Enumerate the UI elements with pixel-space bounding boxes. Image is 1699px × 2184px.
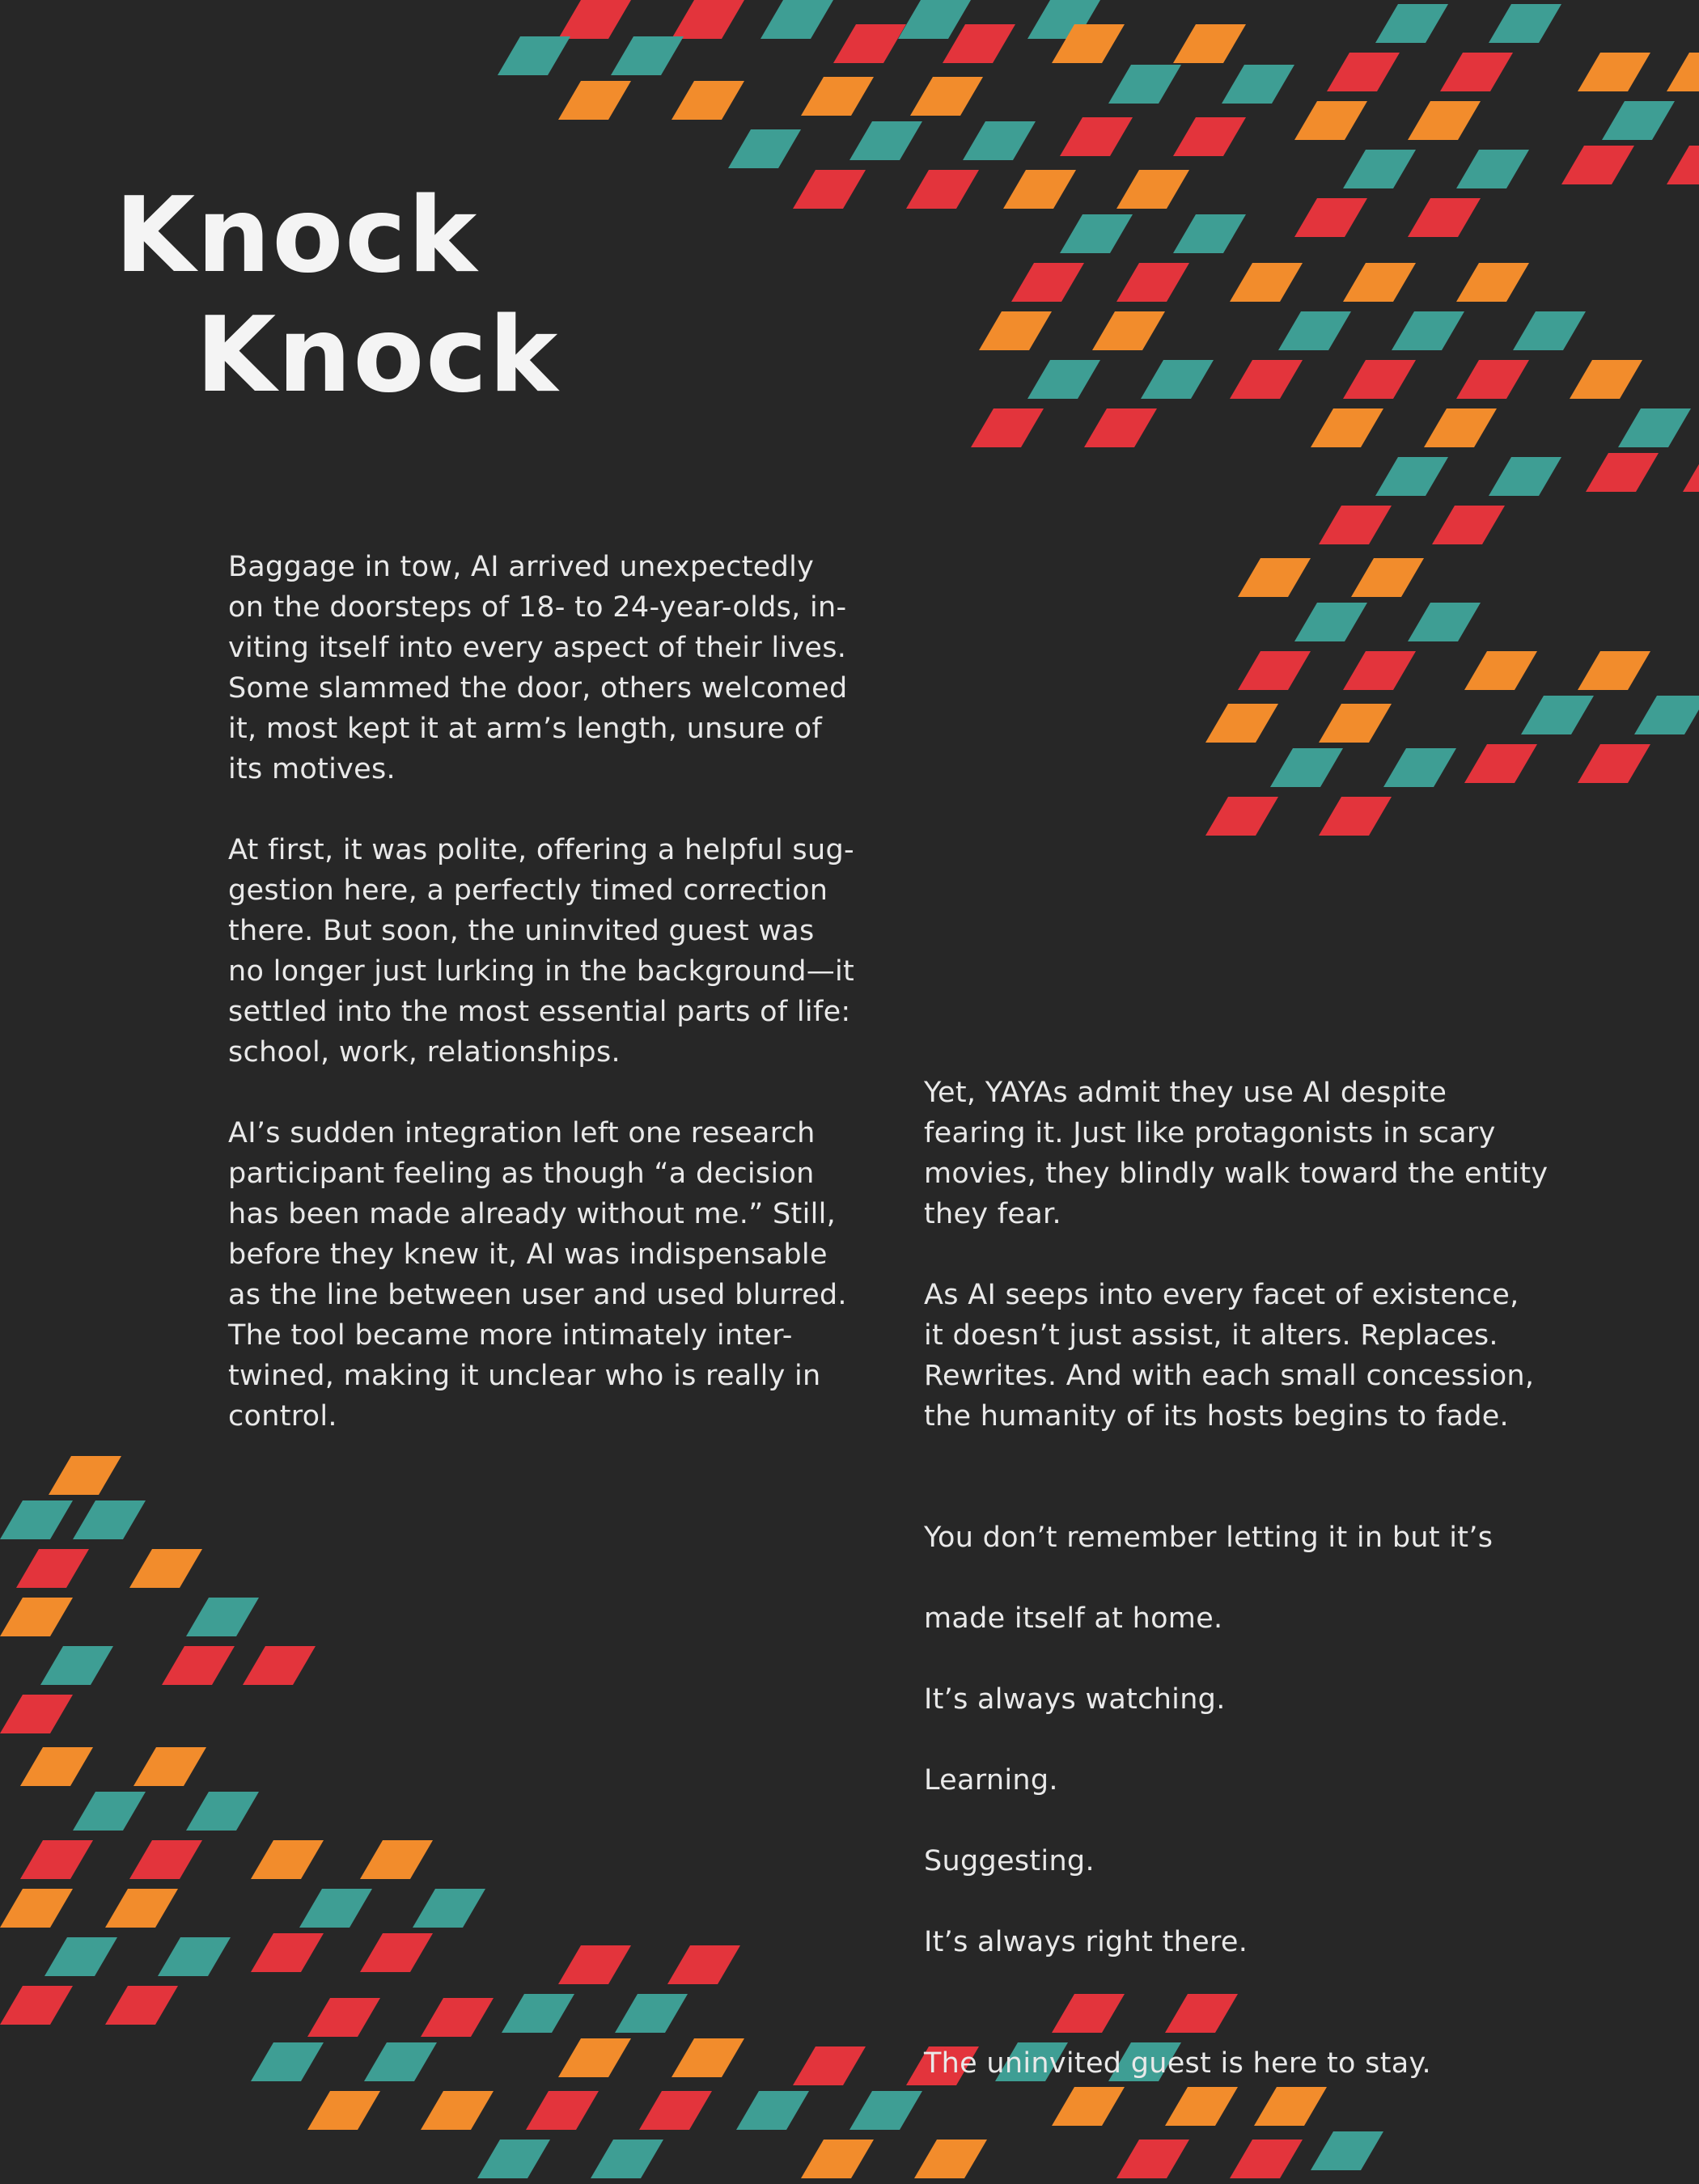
pattern-tile: [591, 2140, 663, 2178]
pattern-tile: [1003, 170, 1076, 209]
pattern-tile: [801, 77, 874, 116]
pattern-tile: [1230, 360, 1303, 399]
pattern-tile: [1392, 311, 1464, 350]
pattern-tile: [1456, 150, 1529, 188]
pattern-tile: [1618, 408, 1691, 447]
pattern-tile: [1327, 53, 1400, 91]
pattern-tile: [1667, 146, 1699, 184]
pattern-tile: [1375, 457, 1448, 496]
page-title-line-1: Knock: [115, 176, 479, 296]
pattern-tile: [1060, 214, 1133, 253]
pattern-tile: [1230, 2140, 1303, 2178]
paragraph-polite: At first, it was polite, offering a helpful sug- gestion here, a perfectly timed correction there. But soon, the uninvited guest was no longer just lurking in the background—it settled into the most essential parts of life: school, work, relationships.: [228, 834, 855, 1069]
pattern-tile: [1408, 198, 1481, 237]
pattern-tile: [1432, 506, 1505, 544]
paragraph-fear: Yet, YAYAs admit they use AI despite fearing it. Just like protagonists in scary movies, they blindly walk toward the entity they fear.: [924, 1077, 1549, 1230]
pattern-tile: [1230, 263, 1303, 302]
pattern-tile: [1561, 146, 1634, 184]
pattern-tile: [1578, 744, 1650, 783]
pattern-tile: [1683, 453, 1699, 492]
pattern-tile: [1238, 558, 1311, 597]
pattern-tile: [1116, 263, 1189, 302]
pattern-tile: [40, 1646, 113, 1685]
pattern-tile: [1586, 453, 1659, 492]
pattern-tile: [1408, 101, 1481, 140]
pattern-tile: [1116, 2140, 1189, 2178]
pattern-tile: [558, 0, 631, 39]
pattern-tile: [16, 1549, 89, 1588]
pattern-tile: [1602, 101, 1675, 140]
pattern-tile: [421, 1998, 494, 2037]
pattern-tile: [558, 81, 631, 120]
pattern-tile: [736, 2091, 809, 2130]
pattern-tile: [1141, 360, 1214, 399]
pattern-tile: [1578, 651, 1650, 690]
pattern-tile: [1270, 748, 1343, 787]
pattern-tile: [129, 1549, 202, 1588]
pattern-tile: [1311, 408, 1383, 447]
pattern-tile: [1464, 651, 1537, 690]
pattern-tile: [1173, 214, 1246, 253]
pattern-tile: [0, 1598, 73, 1636]
pattern-tile: [502, 1994, 574, 2033]
pattern-tile: [1343, 263, 1416, 302]
pattern-tile: [1278, 311, 1351, 350]
pattern-tile: [801, 2140, 874, 2178]
pattern-tile: [943, 24, 1015, 63]
stanza-line: made itself at home.: [924, 1602, 1223, 1635]
pattern-tile: [0, 1986, 73, 2025]
page-title-line-2: Knock: [196, 295, 560, 416]
pattern-tile: [0, 1500, 73, 1539]
pattern-tile: [850, 2091, 922, 2130]
pattern-tile: [105, 1889, 178, 1928]
pattern-tile: [971, 408, 1044, 447]
right-text-column: [924, 1073, 1587, 2124]
pattern-tile: [1294, 198, 1367, 237]
pattern-tile: [1489, 457, 1561, 496]
stanza-line: It’s always right there.: [924, 1926, 1248, 1958]
pattern-tile: [1456, 263, 1529, 302]
pattern-tile: [898, 0, 971, 39]
pattern-tile: [1456, 360, 1529, 399]
pattern-tile: [1513, 311, 1586, 350]
pattern-tile: [1319, 797, 1392, 836]
closing-stanza: [924, 1477, 1587, 2003]
pattern-tile: [558, 1945, 631, 1984]
pattern-tile: [1343, 150, 1416, 188]
pattern-tile: [1205, 797, 1278, 836]
pattern-tile: [1570, 360, 1642, 399]
pattern-tile: [1205, 704, 1278, 743]
pattern-tile: [639, 2091, 712, 2130]
pattern-tile: [1383, 748, 1456, 787]
pattern-tile: [299, 1889, 372, 1928]
pattern-tile: [1489, 4, 1561, 43]
pattern-tile: [672, 81, 744, 120]
paragraph-alters: As AI seeps into every facet of existence, it doesn’t just assist, it alters. Replaces. Rewrites. And with each small concession, the humanity of its hosts begins to fade.: [924, 1279, 1535, 1433]
pattern-tile: [20, 1747, 93, 1786]
pattern-tile: [307, 2091, 380, 2130]
pattern-tile: [413, 1889, 485, 1928]
pattern-tile: [364, 2042, 437, 2081]
pattern-tile: [1408, 603, 1481, 641]
left-text-column: [228, 547, 892, 1477]
pattern-tile: [833, 24, 906, 63]
pattern-tile: [1634, 696, 1699, 734]
pattern-tile: [793, 2046, 866, 2085]
pattern-tile: [243, 1646, 316, 1685]
pattern-tile: [158, 1937, 231, 1976]
pattern-tile: [251, 1933, 324, 1972]
pattern-tile: [307, 1998, 380, 2037]
pattern-tile: [1092, 311, 1165, 350]
pattern-tile: [1108, 65, 1181, 104]
pattern-tile: [1311, 2131, 1383, 2170]
pattern-tile: [360, 1840, 433, 1879]
pattern-tile: [672, 2038, 744, 2077]
pattern-tile: [1294, 101, 1367, 140]
pattern-tile: [1521, 696, 1594, 734]
pattern-tile: [49, 1456, 121, 1495]
pattern-tile: [186, 1598, 259, 1636]
pattern-tile: [667, 1945, 740, 1984]
paragraph-arrival: Baggage in tow, AI arrived unexpectedly on the doorsteps of 18- to 24-year-olds, in- viting itself into every aspect of their lives. Some slammed the door, others welcomed it, most kept it at arm’s length, unsure of its motives.: [228, 551, 848, 785]
pattern-tile: [1351, 558, 1424, 597]
pattern-tile: [73, 1792, 146, 1831]
pattern-tile: [1238, 651, 1311, 690]
pattern-tile: [1424, 408, 1497, 447]
pattern-tile: [1027, 360, 1100, 399]
pattern-tile: [963, 121, 1036, 160]
stanza-line: Suggesting.: [924, 1845, 1095, 1877]
stanza-line: You don’t remember letting it in but it’s: [924, 1522, 1494, 1554]
pattern-tile: [1060, 117, 1133, 156]
pattern-tile: [1464, 744, 1537, 783]
pattern-tile: [360, 1933, 433, 1972]
pattern-tile: [1319, 704, 1392, 743]
pattern-tile: [44, 1937, 117, 1976]
pattern-tile: [793, 170, 866, 209]
pattern-tile: [1343, 651, 1416, 690]
pattern-tile: [251, 1840, 324, 1879]
pattern-tile: [558, 2038, 631, 2077]
pattern-tile: [73, 1500, 146, 1539]
pattern-tile: [1222, 65, 1294, 104]
pattern-tile: [526, 2091, 599, 2130]
pattern-tile: [910, 77, 983, 116]
pattern-tile: [850, 121, 922, 160]
stanza-line: Learning.: [924, 1764, 1058, 1797]
pattern-tile: [1578, 53, 1650, 91]
pattern-tile: [186, 1792, 259, 1831]
pattern-tile: [1667, 53, 1699, 91]
stanza-line: It’s always watching.: [924, 1683, 1226, 1716]
pattern-tile: [20, 1840, 93, 1879]
pattern-tile: [1173, 24, 1246, 63]
pattern-tile: [906, 170, 979, 209]
pattern-tile: [1375, 4, 1448, 43]
pattern-tile: [105, 1986, 178, 2025]
pattern-tile: [1343, 360, 1416, 399]
pattern-tile: [761, 0, 833, 39]
pattern-tile: [1440, 53, 1513, 91]
pattern-tile: [1173, 117, 1246, 156]
pattern-tile: [728, 129, 801, 168]
pattern-tile: [979, 311, 1052, 350]
final-line: The uninvited guest is here to stay.: [924, 2047, 1431, 2080]
pattern-tile: [1011, 263, 1084, 302]
pattern-tile: [1294, 603, 1367, 641]
pattern-tile: [421, 2091, 494, 2130]
pattern-tile: [1084, 408, 1157, 447]
paragraph-integration: AI’s sudden integration left one research participant feeling as though “a decision has been made already without me.” Still, before they knew it, AI was indispensable as the line between user and used blurred. The tool became more intimately inter- twined, making it unclear who is really in control.: [228, 1117, 847, 1433]
pattern-tile: [0, 1889, 73, 1928]
pattern-tile: [162, 1646, 235, 1685]
pattern-tile: [611, 36, 684, 75]
pattern-tile: [133, 1747, 206, 1786]
pattern-tile: [914, 2140, 987, 2178]
pattern-tile: [0, 1695, 73, 1733]
pattern-tile: [1116, 170, 1189, 209]
pattern-tile: [615, 1994, 688, 2033]
pattern-tile: [477, 2140, 550, 2178]
pattern-tile: [129, 1840, 202, 1879]
pattern-tile: [251, 2042, 324, 2081]
pattern-tile: [1319, 506, 1392, 544]
pattern-tile: [672, 0, 744, 39]
pattern-tile: [498, 36, 570, 75]
